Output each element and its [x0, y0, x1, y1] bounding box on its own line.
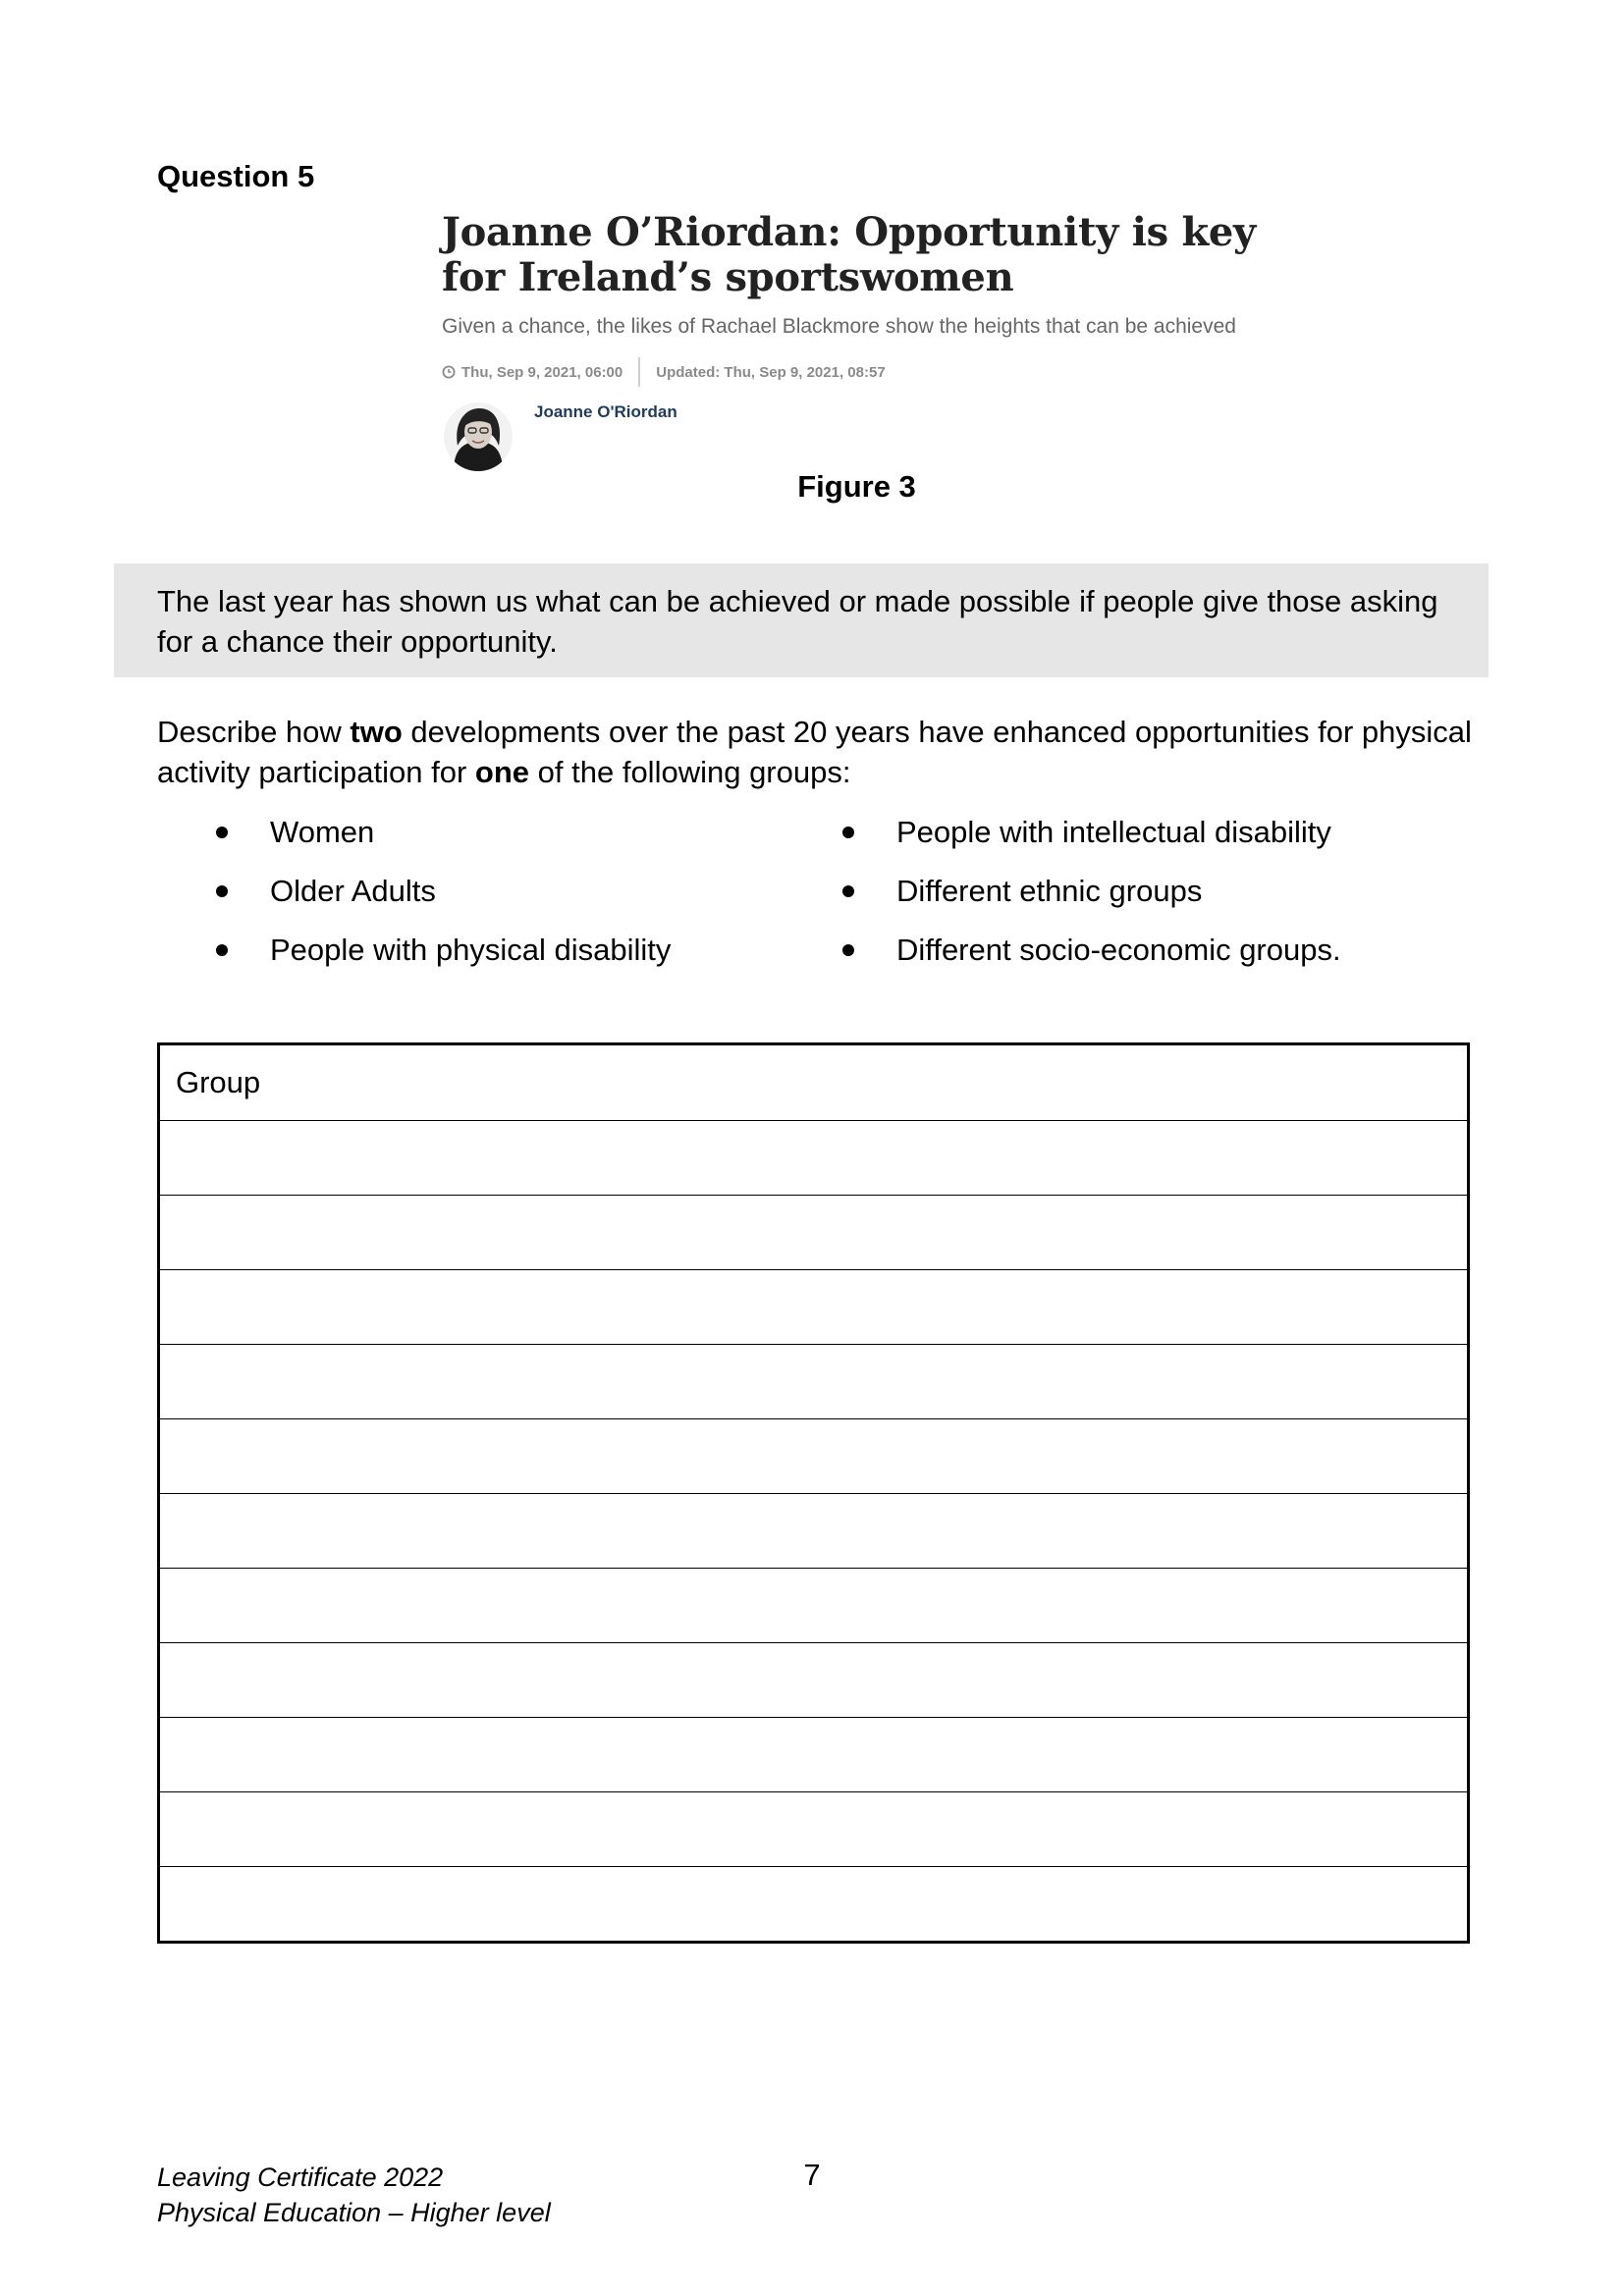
answer-line[interactable] — [160, 1269, 1467, 1344]
article-meta — [442, 359, 1326, 385]
footer-exam-title: Leaving Certificate 2022 — [157, 2163, 444, 2192]
author-avatar — [444, 402, 513, 471]
figure-caption: Figure 3 — [797, 469, 916, 504]
answer-line[interactable] — [160, 1493, 1467, 1568]
answer-line[interactable] — [160, 1642, 1467, 1717]
answer-line[interactable] — [160, 1791, 1467, 1866]
footer-exam-subject: Physical Education – Higher level — [157, 2198, 551, 2227]
article-figure — [442, 210, 1326, 471]
group-label: Group — [176, 1065, 261, 1099]
answer-line[interactable] — [160, 1568, 1467, 1642]
list-item: Different ethnic groups — [842, 870, 1471, 912]
emphasis-two: two — [350, 715, 403, 749]
list-item: Women — [216, 811, 842, 853]
author-name: Joanne O'Riordan — [534, 402, 677, 421]
page-number: 7 — [803, 2158, 821, 2192]
answer-line[interactable] — [160, 1866, 1467, 1941]
list-item: Older Adults — [216, 870, 842, 912]
bullet-icon — [842, 885, 854, 897]
bullet-icon — [216, 827, 228, 838]
question-title: Question 5 — [157, 159, 315, 193]
article-headline: Joanne O’Riordan: Opportunity is key for Ireland’s sportswomen — [442, 209, 1256, 300]
list-item: People with physical disability — [216, 929, 842, 971]
bullet-icon — [216, 885, 228, 897]
published-date: Thu, Sep 9, 2021, 06:00 — [461, 363, 623, 381]
list-item: Different socio-economic groups. — [842, 929, 1471, 971]
question-prompt: Describe how two developments over the past 20 years have enhanced opportunities for physical activity participation for one of the following groups: — [157, 715, 1472, 789]
article-standfirst: Given a chance, the likes of Rachael Blackmore show the heights that can be achieved — [442, 315, 1236, 338]
answer-table — [157, 1042, 1470, 1944]
list-item: People with intellectual disability — [842, 811, 1471, 853]
quote-box: The last year has shown us what can be achieved or made possible if people give those asking for a chance their opportunity. — [114, 563, 1489, 677]
answer-line[interactable] — [160, 1120, 1467, 1195]
answer-line[interactable] — [160, 1418, 1467, 1493]
bullet-icon — [842, 944, 854, 956]
answer-row-group[interactable] — [160, 1045, 1467, 1120]
answer-line[interactable] — [160, 1344, 1467, 1418]
groups-list — [216, 811, 1492, 971]
answer-line[interactable] — [160, 1195, 1467, 1269]
emphasis-one: one — [474, 755, 530, 789]
bullet-icon — [216, 944, 228, 956]
author-row — [442, 402, 1326, 471]
meta-divider — [638, 357, 640, 387]
updated-date: Updated: Thu, Sep 9, 2021, 08:57 — [656, 363, 886, 381]
clock-icon — [442, 365, 456, 379]
bullet-icon — [842, 827, 854, 838]
answer-line[interactable] — [160, 1717, 1467, 1791]
